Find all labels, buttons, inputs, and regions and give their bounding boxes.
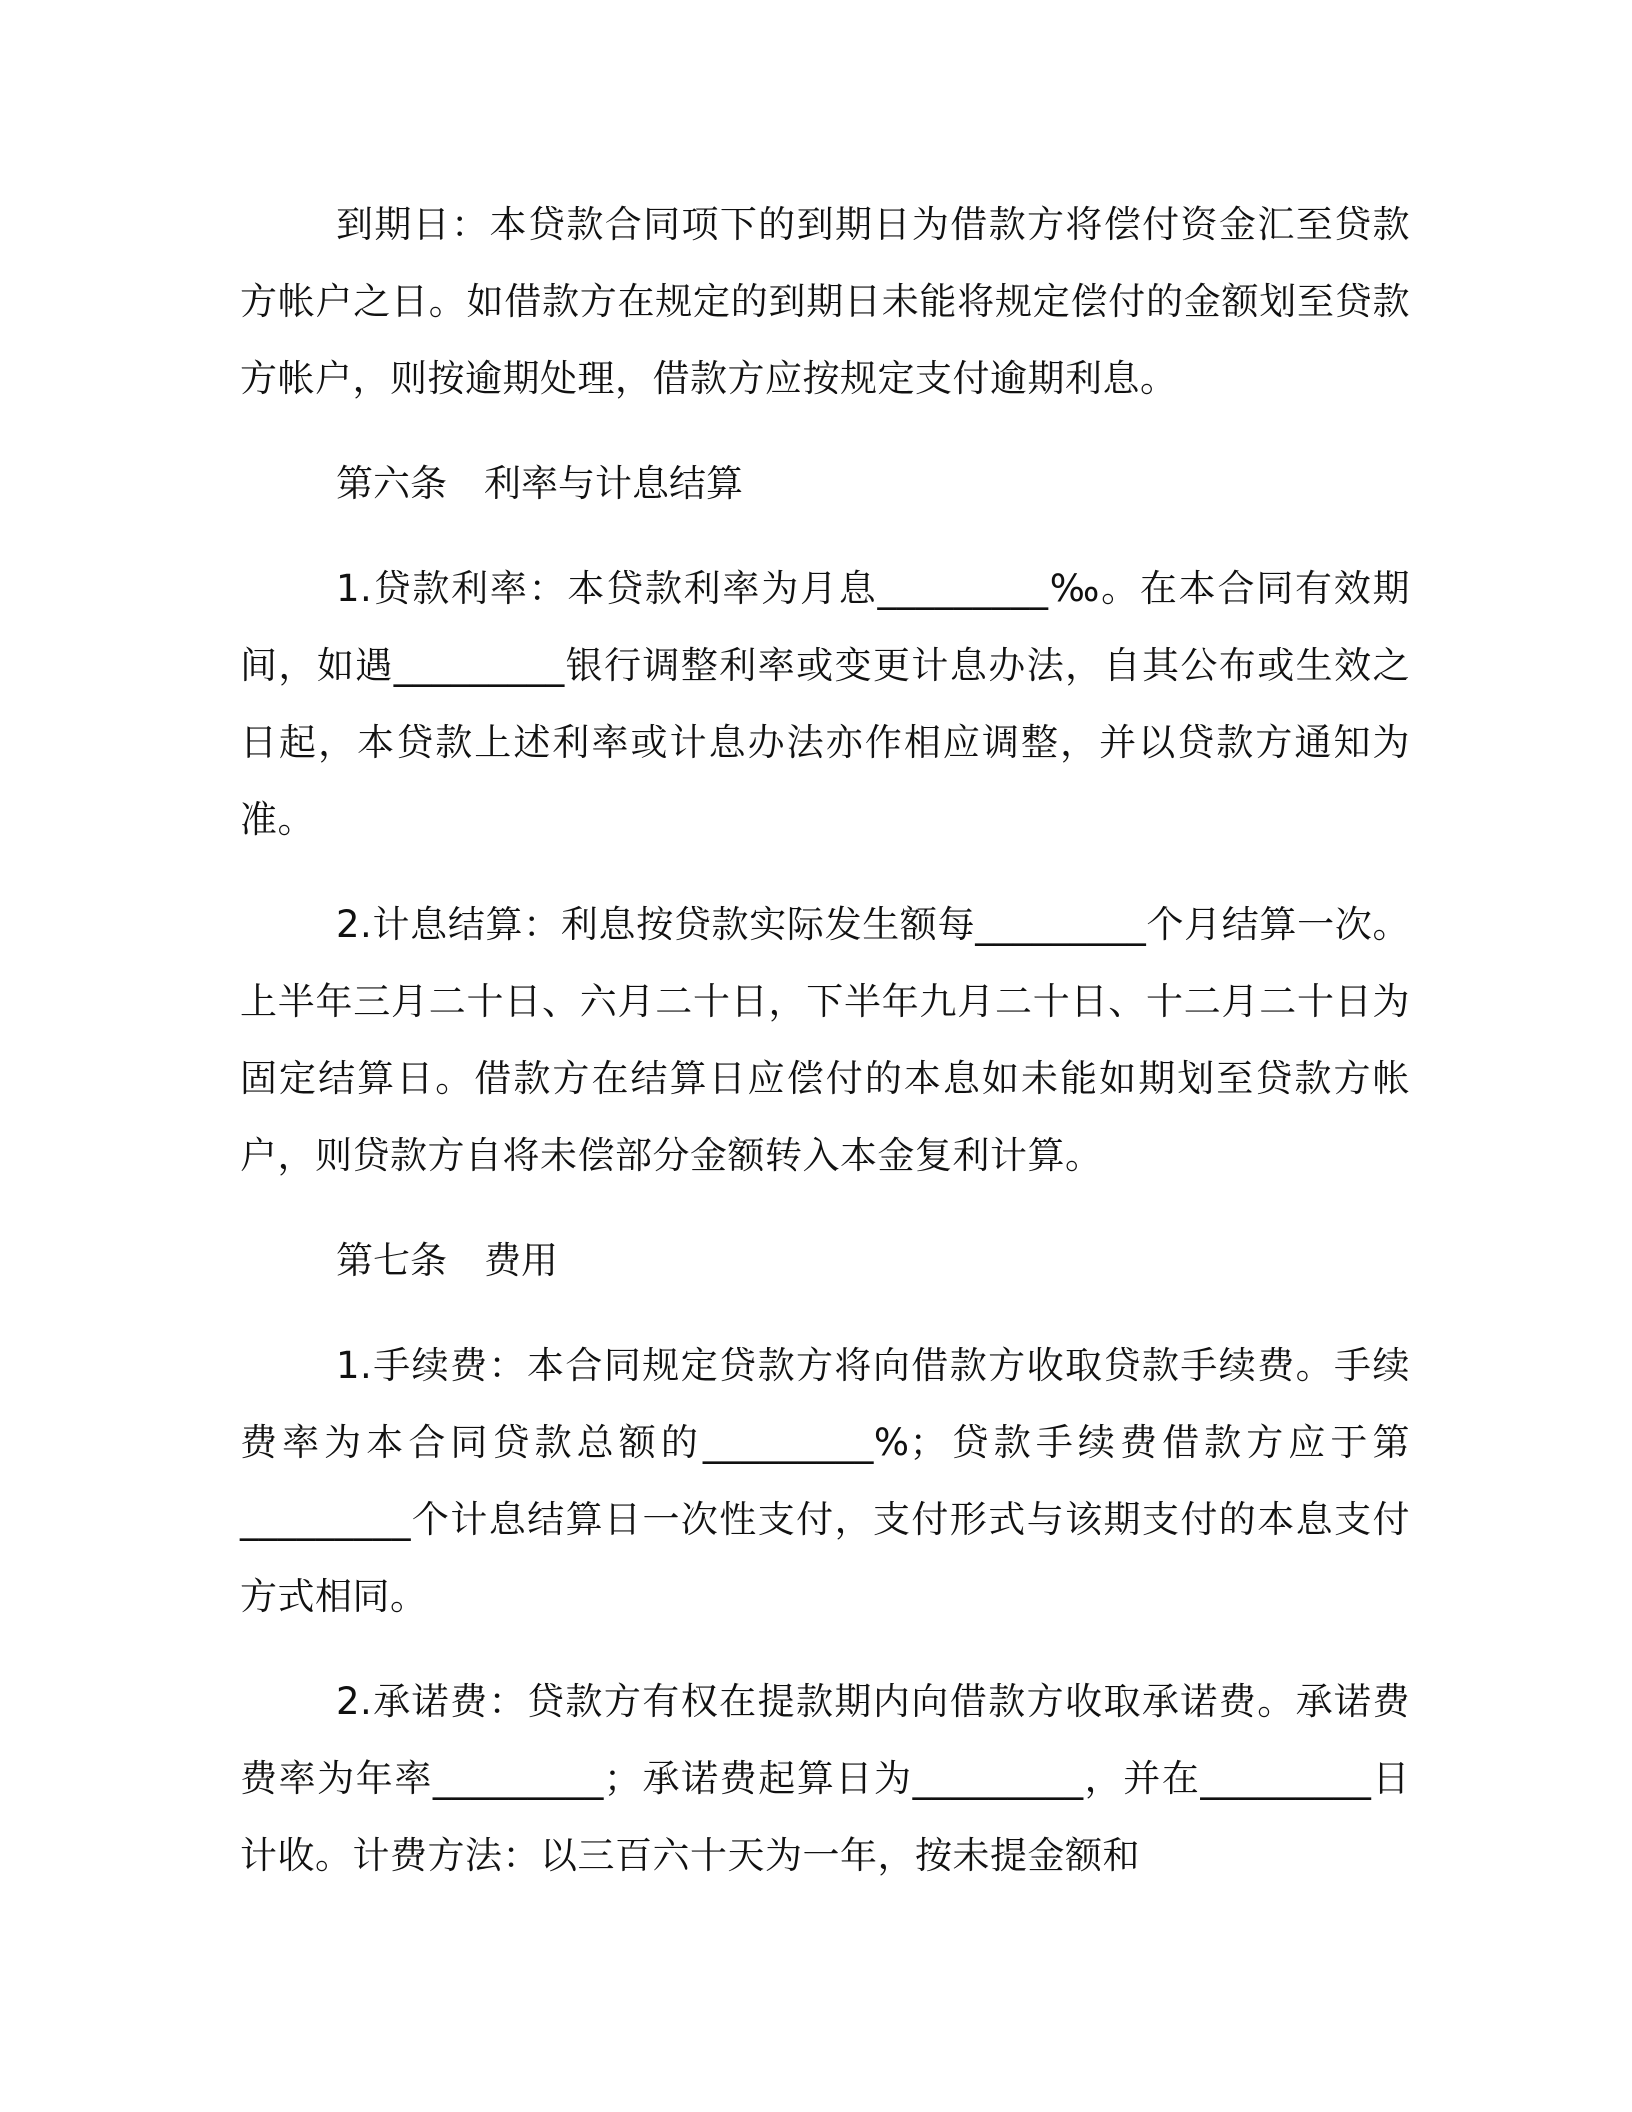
contract-body [240,186,1410,1922]
paragraph-maturity-date: 到期日：本贷款合同项下的到期日为借款方将偿付资金汇至贷款方帐户之日。如借款方在规定的到期日未能将规定偿付的金额划至贷款方帐户，则按逾期处理，借款方应按规定支付逾期利息。 [240,203,1410,400]
paragraph-loan-rate: 1.贷款利率：本贷款利率为月息_________‰。在本合同有效期间，如遇_________银行调整利率或变更计息办法，自其公布或生效之日起，本贷款上述利率或计息办法亦作相应调整，并以贷款方通知为准。 [240,567,1410,841]
paragraph-interest-settlement: 2.计息结算：利息按贷款实际发生额每_________个月结算一次。上半年三月二十日、六月二十日，下半年九月二十日、十二月二十日为固定结算日。借款方在结算日应偿付的本息如未能如期划至贷款方帐户，则贷款方自将未偿部分金额转入本金复利计算。 [240,903,1410,1177]
article-6-heading: 第六条 利率与计息结算 [336,462,743,505]
paragraph-commitment-fee: 2.承诺费：贷款方有权在提款期内向借款方收取承诺费。承诺费费率为年率_________；承诺费起算日为_________，并在_________日计收。计费方法：以三百六十天为一年，按未提金额和 [240,1680,1410,1877]
paragraph-handling-fee: 1.手续费：本合同规定贷款方将向借款方收取贷款手续费。手续费率为本合同贷款总额的_________%；贷款手续费借款方应于第_________个计息结算日一次性支付，支付形式与该期支付的本息支付方式相同。 [240,1344,1410,1618]
article-7-heading: 第七条 费用 [336,1239,558,1282]
